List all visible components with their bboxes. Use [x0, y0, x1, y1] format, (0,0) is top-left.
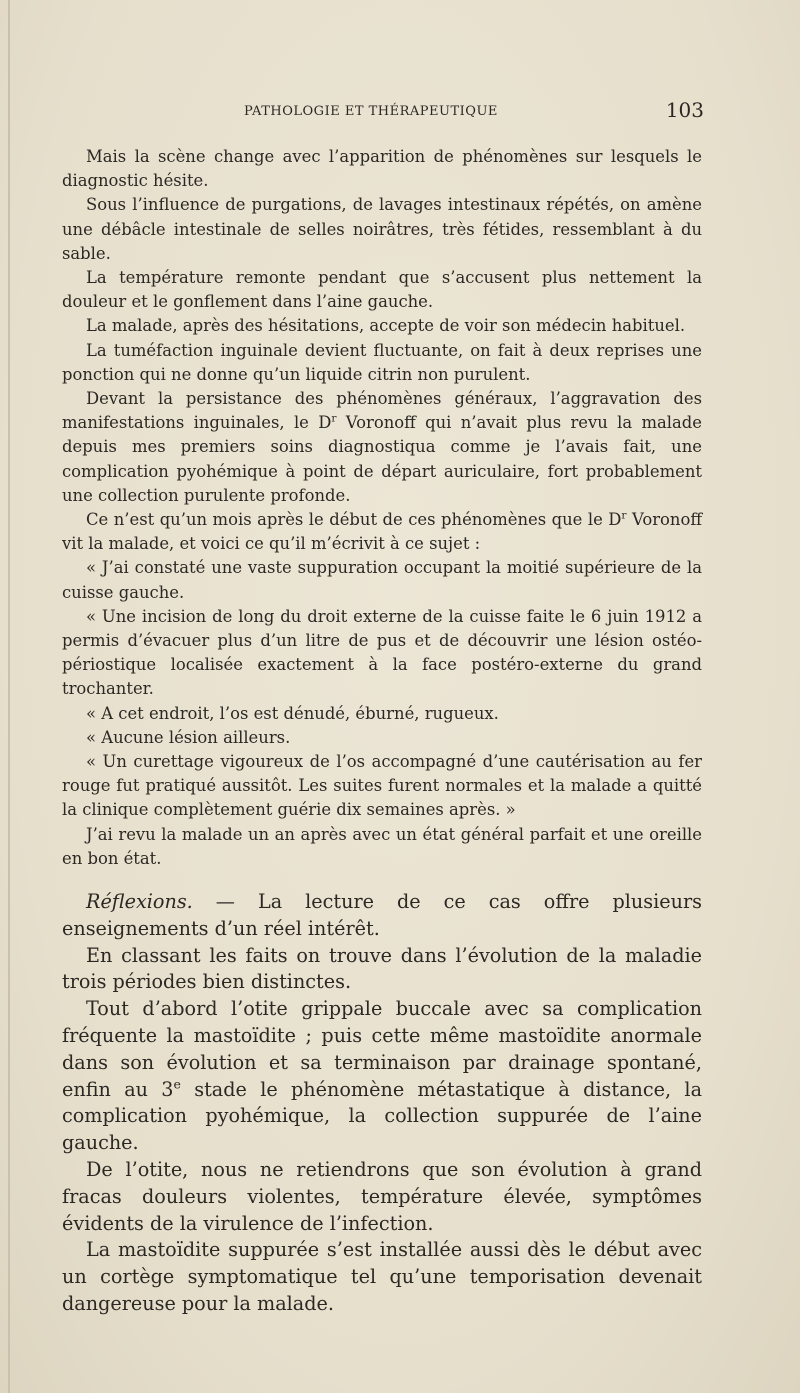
quote-paragraph: « Une incision de long du droit externe de la cuisse faite le 6 juin 1912 a permis d’évacuer plus d’un litre de pus et de découvrir une lésion ostéo-périostique localisée exactement à la face postéro-externe du grand trochanter. [62, 606, 702, 699]
quote-paragraph: « Aucune lésion ailleurs. [86, 727, 291, 747]
paragraph: Sous l’influence de purgations, de lavages intestinaux répétés, on amène une débâcle intestinale de selles noirâtres, très fétides, ressemblant à du sable. [62, 195, 702, 263]
paragraph-text: stade le phénomène métastatique à distance, la complication pyohémique, la collection suppurée de l’aine gauche. [62, 1077, 703, 1155]
paragraph: De l’otite, nous ne retiendrons que son évolution à grand fracas douleurs violentes, température élevée, symptômes évidents de la virulence de l’infection. [62, 1158, 702, 1235]
paragraph: Mais la scène change avec l’apparition de phénomènes sur lesquels le diagnostic hésite. [62, 147, 702, 191]
page-edge-shadow [8, 0, 10, 1393]
paragraph: La température remonte pendant que s’accusent plus nettement la douleur et le gonflement dans l’aine gauche. [62, 268, 702, 312]
page-number: 103 [665, 98, 704, 122]
paragraph-text: Tout d’abord l’otite grippale buccale avec sa complication fréquente la mastoïdite ; puis cette même mastoïdite anormale dans son évolution et sa terminaison par drainage spontané, enfin au 3 [62, 997, 702, 1101]
paragraph [62, 996, 702, 1157]
paragraph [62, 387, 702, 508]
page-body [62, 145, 702, 1318]
paragraph-text: Voronoff vit la malade, et voici ce qu’il m’écrivit à ce sujet : [62, 510, 702, 554]
case-report [62, 145, 702, 871]
reflections-section [62, 889, 702, 1318]
section-gap [62, 871, 702, 889]
paragraph: En classant les faits on trouve dans l’évolution de la maladie trois périodes bien distinctes. [62, 943, 702, 994]
paragraph-text: Ce n’est qu’un mois après le début de ces phénomènes que le D [86, 510, 622, 530]
quote-paragraph: « Un curettage vigoureux de l’os accompagné d’une cautérisation au fer rouge fut pratiqué aussitôt. Les suites furent normales et la malade a quitté la clinique complètement guérie dix semaines après. » [62, 752, 702, 820]
quote-paragraph: « J’ai constaté une vaste suppuration occupant la moitié supérieure de la cuisse gauche. [62, 558, 702, 602]
paragraph: La mastoïdite suppurée s’est installée aussi dès le début avec un cortège symptomatique tel qu’une temporisation devenait dangereuse pour la malade. [62, 1238, 702, 1316]
quote-paragraph: « A cet endroit, l’os est dénudé, éburné, rugueux. [86, 703, 499, 723]
paragraph [62, 508, 702, 556]
paragraph: La tuméfaction inguinale devient fluctuante, on fait à deux reprises une ponction qui ne donne qu’un liquide citrin non purulent. [62, 340, 702, 384]
superscript: e [173, 1076, 181, 1092]
page-header [60, 96, 708, 130]
paragraph [62, 889, 702, 943]
paragraph-text: — La lecture de ce cas offre plusieurs enseignements d’un réel intérêt. [62, 890, 702, 940]
paragraph-text: Devant la persistance des phénomènes généraux, l’aggravation des manifestations inguinales, le D [62, 389, 702, 433]
paragraph: La malade, après des hésitations, accepte de voir son médecin habituel. [86, 316, 686, 336]
paragraph-text: Voronoff qui n’avait plus revu la malade depuis mes premiers soins diagnostiqua comme je l’avais fait, une complication pyohémique à point de départ auriculaire, fort probablement une collection purulente profonde. [62, 413, 702, 505]
running-title: PATHOLOGIE ET THÉRAPEUTIQUE [244, 104, 498, 119]
superscript: r [621, 508, 627, 522]
reflections-label: Réflexions. [86, 890, 193, 914]
paragraph: J’ai revu la malade un an après avec un état général parfait et une oreille en bon état. [62, 824, 702, 868]
superscript: r [331, 411, 337, 425]
